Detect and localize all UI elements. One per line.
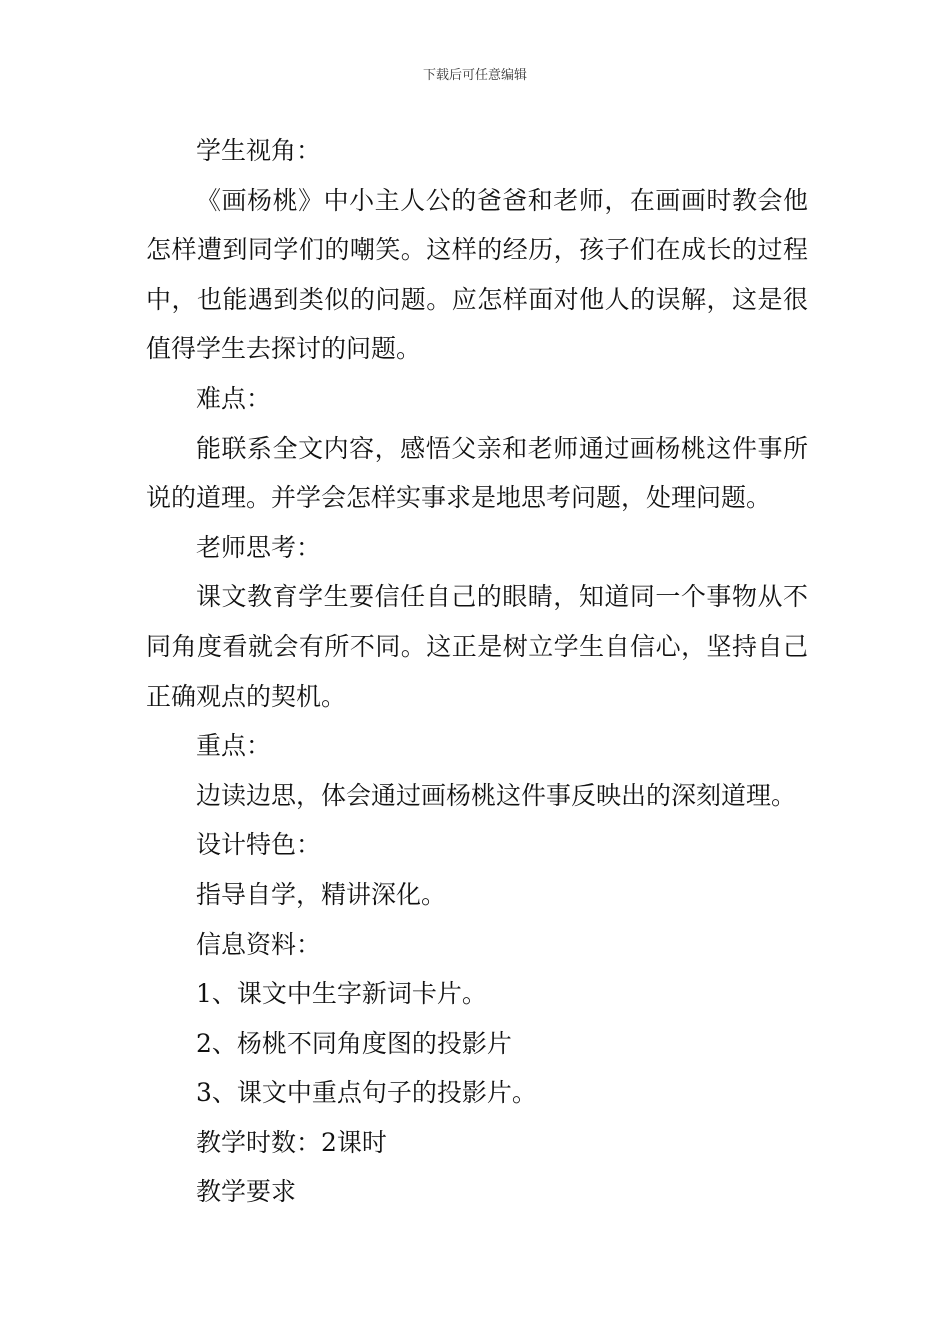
heading-information: 信息资料： bbox=[196, 929, 322, 959]
heading-student-perspective: 学生视角： bbox=[196, 136, 322, 165]
page-header: 下载后可任意编辑 bbox=[422, 68, 527, 83]
heading-design-feature: 设计特色： bbox=[196, 830, 322, 860]
heading-teacher-thinking: 老师思考： bbox=[196, 532, 322, 562]
heading-key-point: 重点： bbox=[196, 731, 272, 761]
list-item: 1、课文中生字新词卡片。 bbox=[196, 979, 487, 1009]
paragraph-key-point: 边读边思，体会通过画杨桃这件事反映出的深刻道理。 bbox=[196, 780, 797, 810]
paragraph-student-perspective: 《画杨桃》中小主人公的爸爸和老师，在画画时教会他怎样遭到同学们的嘲笑。这样的经历，孩子们在成长的过程中，也能遇到类似的问题。应怎样面对他人的误解，这是很值得学生去探讨的问题。 bbox=[146, 185, 808, 364]
teaching-hours: 教学时数：2课时 bbox=[196, 1127, 387, 1157]
paragraph-teacher-thinking: 课文教育学生要信任自己的眼睛，知道同一个事物从不同角度看就会有所不同。这正是树立学生自信心，坚持自己正确观点的契机。 bbox=[146, 582, 808, 711]
paragraph-difficulty: 能联系全文内容，感悟父亲和老师通过画杨桃这件事所说的道理。并学会怎样实事求是地思考问题，处理问题。 bbox=[146, 433, 808, 513]
heading-difficulty: 难点： bbox=[196, 383, 272, 413]
list-item: 2、杨桃不同角度图的投影片 bbox=[196, 1028, 512, 1058]
paragraph-design-feature: 指导自学，精讲深化。 bbox=[196, 879, 447, 909]
list-item: 3、课文中重点句子的投影片。 bbox=[196, 1078, 537, 1108]
heading-teaching-requirements: 教学要求 bbox=[196, 1177, 297, 1207]
document-body bbox=[146, 126, 808, 1217]
